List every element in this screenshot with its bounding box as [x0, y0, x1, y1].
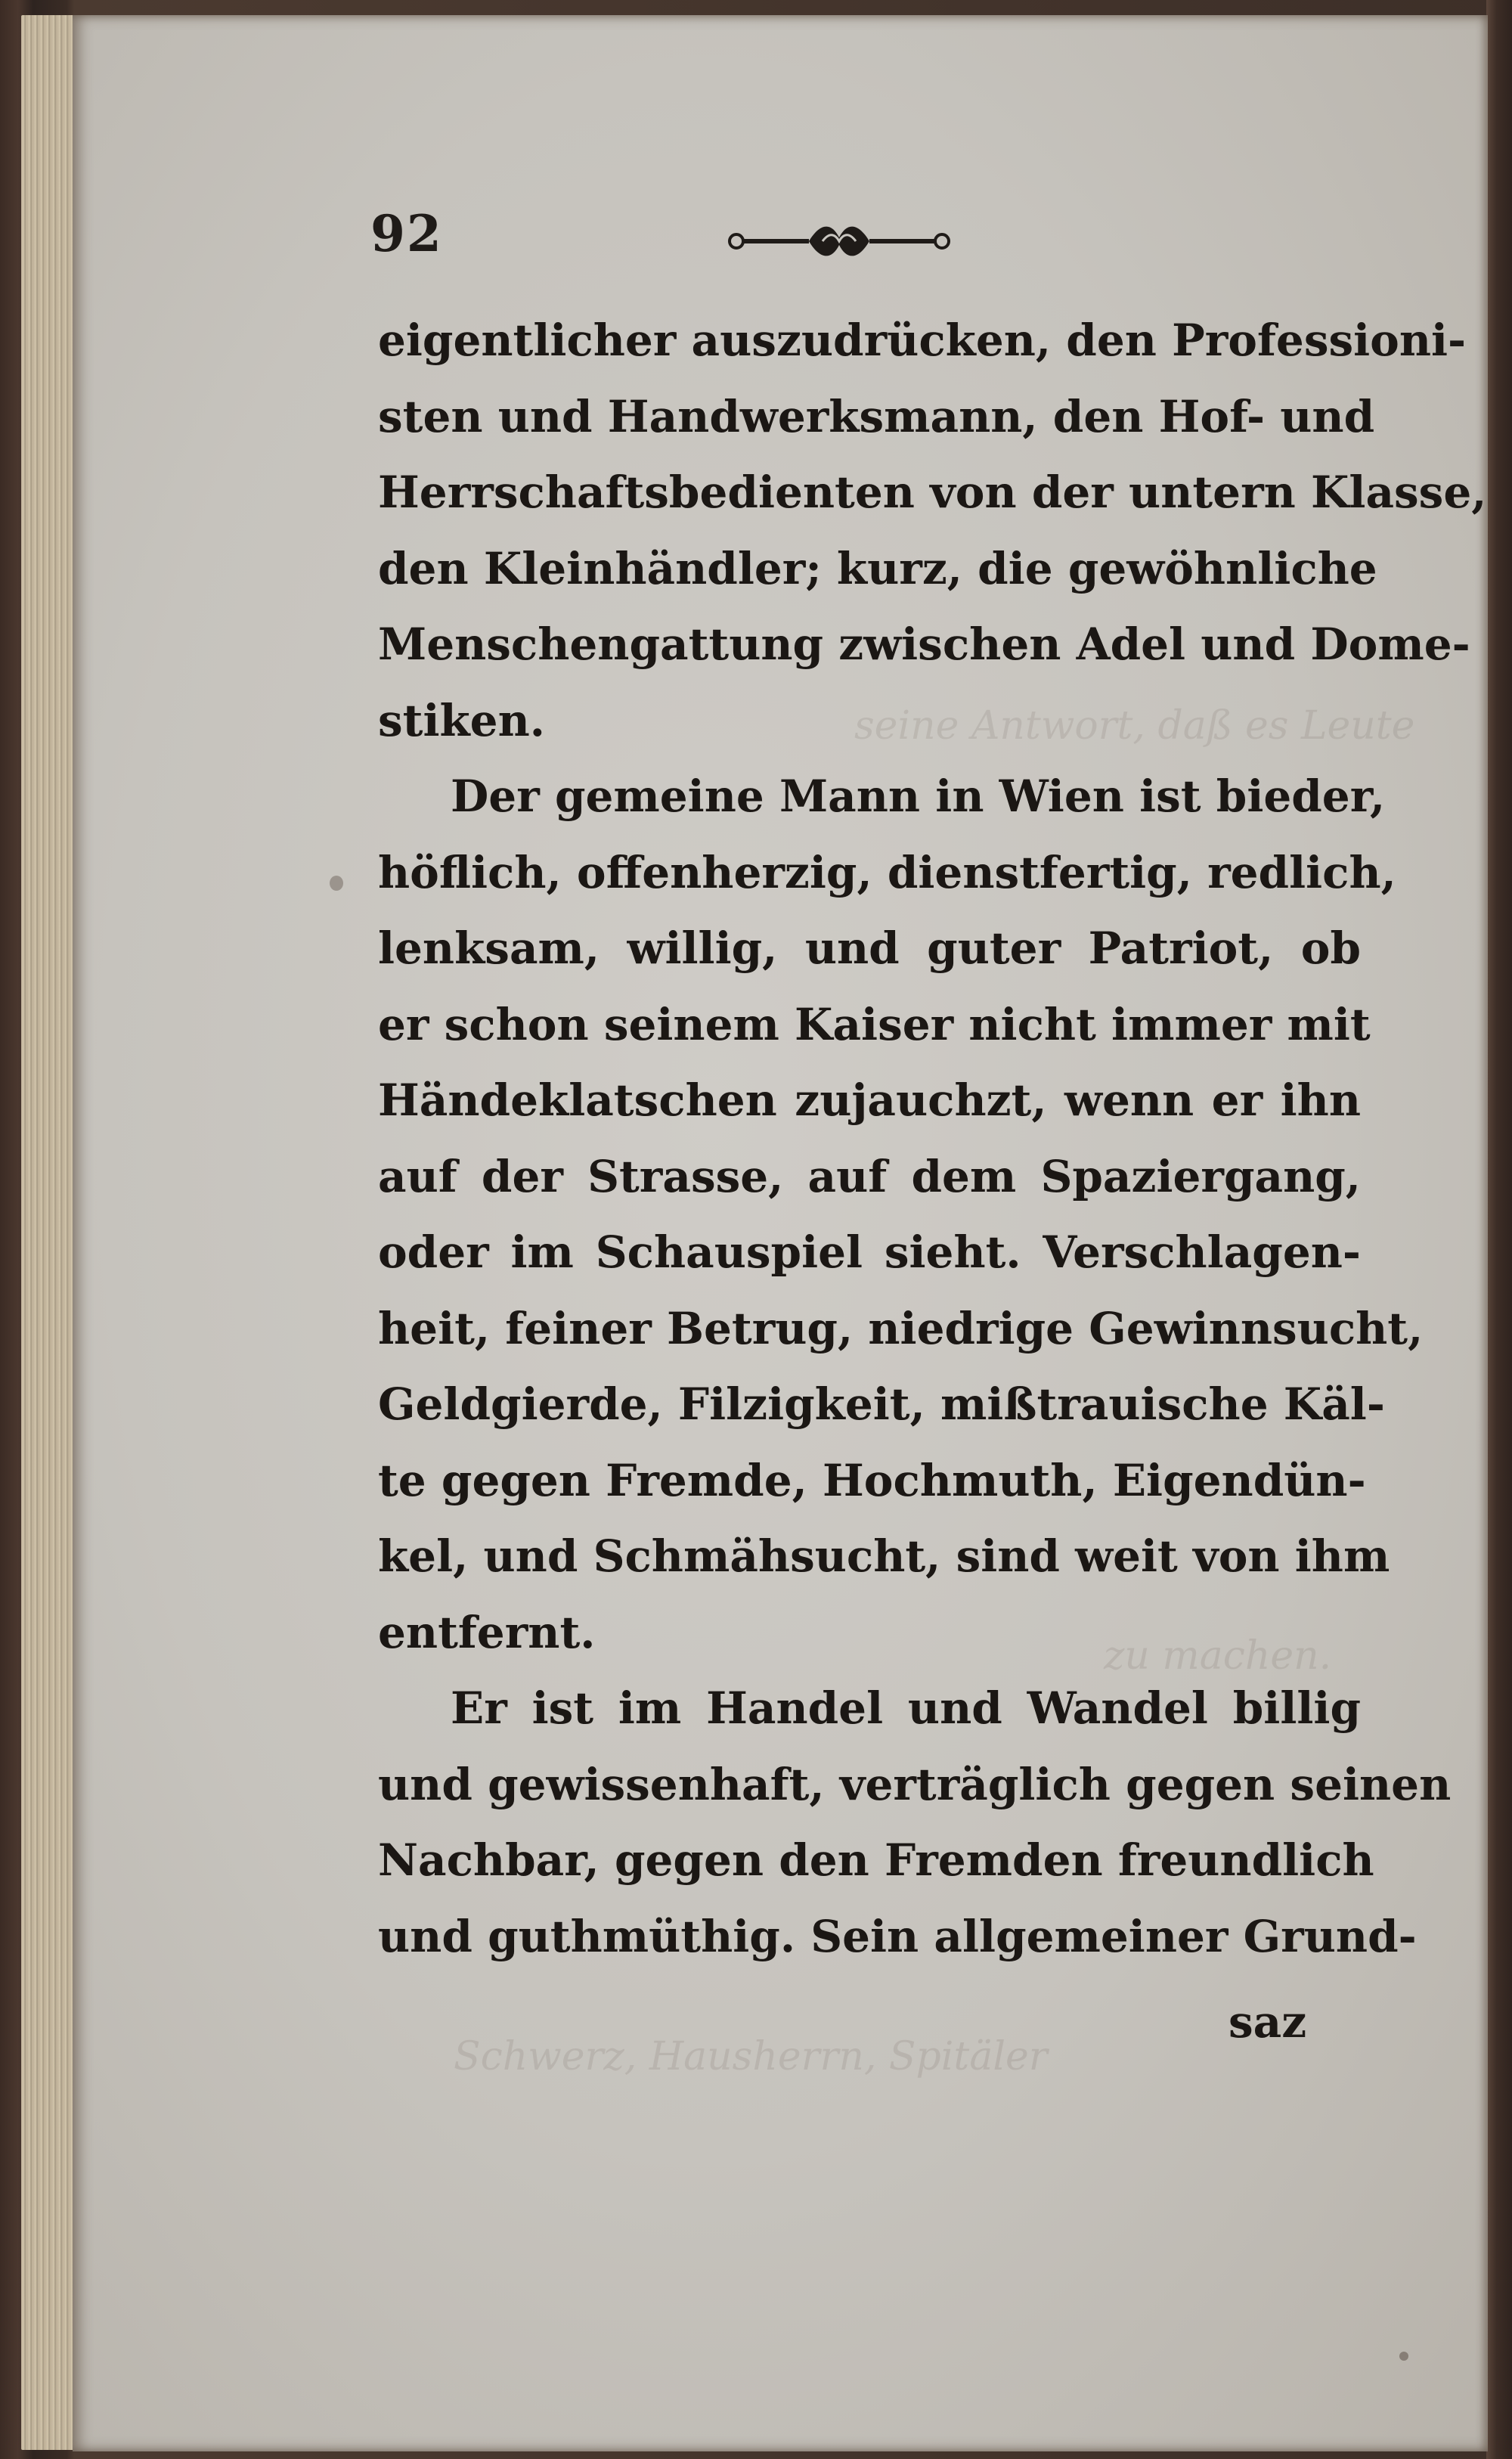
text-line: den Kleinhändler; kurz, die gewöhnliche — [378, 542, 1377, 594]
text-line: Der gemeine Mann in Wien ist bieder, — [451, 771, 1386, 822]
catchword: saz — [1228, 1996, 1307, 2048]
text-line: sten und Handwerksmann, den Hof- und — [378, 390, 1375, 442]
text-line: eigentlicher auszudrücken, den Professioni- — [378, 315, 1467, 366]
running-head — [370, 204, 1353, 287]
text-line: und guthmüthig. Sein allgemeiner Grund- — [378, 1910, 1417, 1962]
text-line: entfernt. — [378, 1606, 596, 1658]
paragraph — [378, 758, 1424, 1670]
book-cover-edge — [1486, 0, 1512, 2459]
text-line: Herrschaftsbedienten von der untern Klasse, — [378, 467, 1487, 518]
text-line: Er ist im Handel und Wandel billig — [451, 1682, 1361, 1734]
ornament-rule-icon — [726, 215, 953, 268]
text-line: Geldgierde, Filzigkeit, mißtrauische Käl- — [378, 1378, 1385, 1430]
text-line: auf der Strasse, auf dem Spaziergang, — [378, 1150, 1361, 1202]
text-line: oder im Schauspiel sieht. Verschlagen- — [378, 1226, 1361, 1278]
text-line: und gewissenhaft, verträglich gegen seinen — [378, 1758, 1452, 1810]
text-line: kel, und Schmähsucht, sind weit von ihm — [378, 1530, 1390, 1582]
paragraph — [378, 302, 1487, 758]
text-line: Händeklatschen zujauchzt, wenn er ihn — [378, 1074, 1361, 1126]
page-number: 92 — [370, 204, 443, 263]
paragraph — [378, 1670, 1452, 1974]
text-line: er schon seinem Kaiser nicht immer mit — [378, 998, 1371, 1050]
text-line: Nachbar, gegen den Fremden freundlich — [378, 1834, 1374, 1886]
text-line: te gegen Fremde, Hochmuth, Eigendün- — [378, 1454, 1366, 1506]
body-text — [378, 302, 1487, 1974]
ink-spot — [330, 876, 343, 891]
text-line: stiken. — [378, 694, 545, 746]
ink-spot — [1399, 2352, 1408, 2361]
text-line: heit, feiner Betrug, niedrige Gewinnsucht, — [378, 1302, 1424, 1354]
text-line: höflich, offenherzig, dienstfertig, redlich, — [378, 846, 1396, 898]
text-line: lenksam, willig, und guter Patriot, ob — [378, 923, 1361, 974]
page-edges — [21, 15, 76, 2450]
text-line: Menschengattung zwischen Adel und Dome- — [378, 619, 1470, 670]
